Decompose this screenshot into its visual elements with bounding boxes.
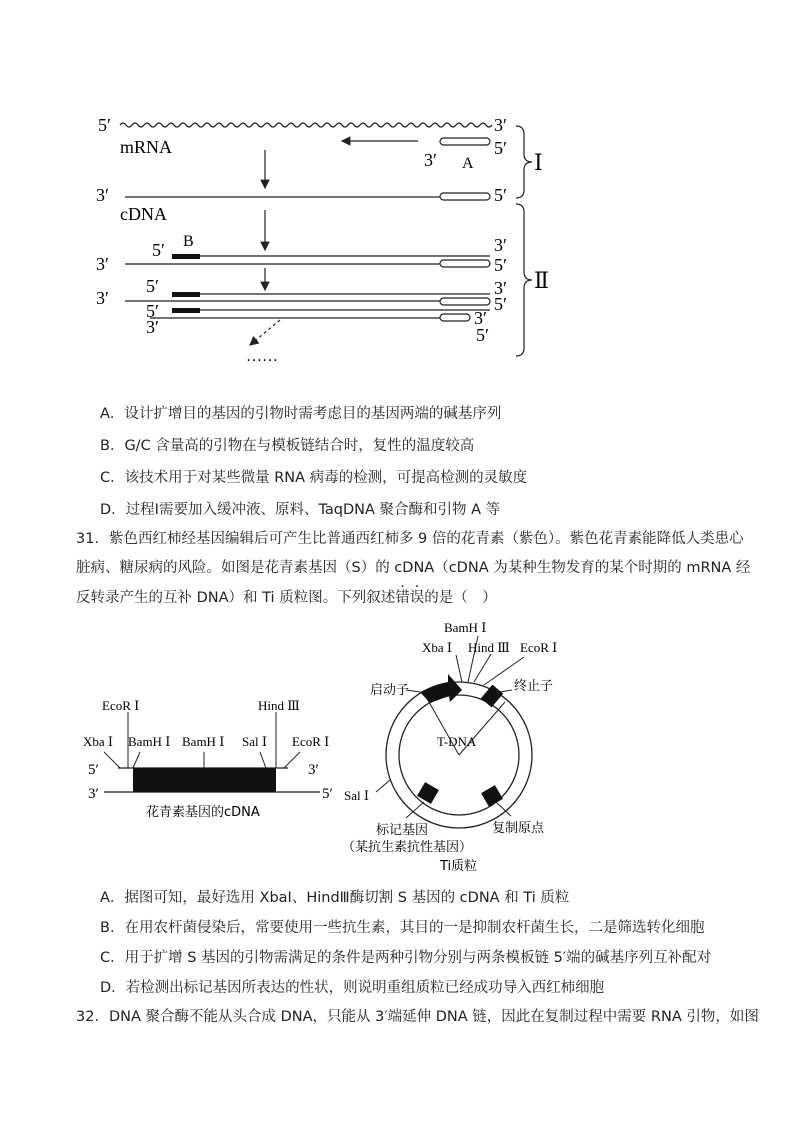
label-c3: 3′ [96,185,109,205]
label-a3: 3′ [424,150,437,170]
ori-block [481,785,503,807]
cdna-bamh1-b: BamH Ⅰ [182,734,225,749]
cdna-label-3-left: 3′ [88,786,99,802]
label-stage-1: Ⅰ [534,150,543,175]
cdna-label-5-left: 5′ [88,762,99,778]
strand-6-primer [440,314,470,321]
q31-stem-line-2: 脏病、糖尿病的风险。如图是花青素基因（S）的 cDNA（cDNA 为某种生物发育的某个时期的 mRNA 经 [76,560,751,576]
plasmid-ori-label: 复制原点 [492,821,545,836]
plasmid-xba1: Xba Ⅰ [422,640,453,655]
label-b: B [183,233,194,250]
anthocyanin-gene-block [133,768,276,792]
cdna-label-5-right: 5′ [322,786,333,802]
primer-b-2 [172,292,200,297]
cdna-label-3-right: 3′ [308,762,319,778]
label-l5b: 5′ [146,301,159,321]
label-l3b: 3′ [146,317,159,337]
cdna-and-ti-plasmid-diagram [0,610,800,880]
cdna-sal1: Sal Ⅰ [242,734,267,749]
q31-option-a: A．据图可知，最好选用 XbaⅠ、HindⅢ酶切割 S 基因的 cDNA 和 Ti 质粒 [100,890,570,906]
label-b3r: 3′ [494,235,507,255]
label-cdna: cDNA [120,204,167,224]
plasmid-promoter-label: 启动子 [370,683,410,698]
plasmid-site-hind3 [474,654,491,682]
primer-b-3 [172,308,200,313]
q30-option-d: D．过程Ⅰ需要加入缓冲液、原料、TaqDNA 聚合酶和引物 A 等 [100,502,501,518]
q31-emphasis-2: 误 [409,590,425,606]
plasmid-title: Ti质粒 [440,859,478,874]
q31-option-b: B．在用农杆菌侵染后，常要使用一些抗生素，其目的一是抑制农杆菌生长，二是筛选转化细胞 [100,920,705,936]
strand-3-primer [440,298,490,305]
label-r5b: 5′ [476,325,489,345]
label-r5a: 5′ [494,294,507,314]
q31-stem-line-3-post: 的是（ ） [424,590,497,606]
label-b3l: 3′ [96,254,109,274]
cdna-caption: 花青素基因的cDNA [146,805,260,820]
cdna-bamh1-a: BamH Ⅰ [128,734,171,749]
plasmid-marker-note: （某抗生素抗性基因） [342,840,473,855]
plasmid-ecor1: EcoR Ⅰ [520,640,558,655]
label-r3a: 3′ [494,278,507,298]
q30-option-c: C．该技术用于对某些微量 RNA 病毒的检测，可提高检测的灵敏度 [100,470,528,486]
plasmid-hind3: Hind Ⅲ [468,640,510,655]
bracket-stage-1 [516,126,532,198]
plasmid-site-sal1 [376,780,390,792]
site-xba1 [104,752,120,768]
strand-template-primer [440,260,490,267]
label-b5r: 5′ [494,255,507,275]
promoter-block [420,674,462,703]
primer-a [440,138,490,145]
plasmid-site-xba1 [456,655,462,682]
label-mrna: mRNA [120,137,173,157]
terminator-leader [500,690,512,692]
label-5-top: 5′ [98,115,111,135]
plasmid-bamh1: BamH Ⅰ [444,620,487,635]
bracket-stage-2 [516,204,532,356]
q31-stem-line-3-pre: 反转录产生的互补 DNA）和 Ti 质粒图。下列叙述 [76,590,396,606]
label-a: A [462,155,474,172]
q31-stem-line-3 [76,588,497,608]
q31-stem-line-1: 31．紫色西红柿经基因编辑后可产生比普通西红柿多 9 倍的花青素（紫色）。紫色花青素能降低人类患心 [76,531,744,547]
plasmid-terminator-label: 终止子 [514,679,554,694]
label-l3: 3′ [96,288,109,308]
dashed-arrow [250,320,280,345]
q32-stem-line-1: 32．DNA 聚合酶不能从头合成 DNA，只能从 3′端延伸 DNA 链，因此在复制过程中需要 RNA 引物，如图 [76,1009,759,1025]
label-l5a: 5′ [146,276,159,296]
primer-b [172,254,200,259]
cdna-xba1: Xba Ⅰ [83,734,114,749]
rt-pcr-diagram [0,0,800,380]
cdna-hind3: Hind Ⅲ [258,698,300,713]
label-a5: 5′ [494,138,507,158]
q31-emphasis-1: 错 [395,590,410,606]
mrna-strand [120,123,492,127]
q30-option-a: A．设计扩增目的基因的引物时需考虑目的基因两端的碱基序列 [100,406,502,422]
label-stage-2: Ⅱ [534,268,549,293]
terminator-block [481,685,503,708]
site-ecor1-right [284,752,300,768]
cdna-primer-a [440,193,490,200]
marker-leader [406,802,424,818]
label-r3b: 3′ [474,308,487,328]
q31-option-d: D．若检测出标记基因所表达的性状，则说明重组质粒已经成功导入西红柿细胞 [100,980,605,996]
plasmid-sal1: Sal Ⅰ [344,788,369,803]
cdna-ecor1-top: EcoR Ⅰ [102,698,140,713]
site-sal1 [260,752,266,768]
label-dots: …… [246,348,278,365]
plasmid-tdna-label: T-DNA [437,734,477,749]
q31-option-c: C．用于扩增 S 基因的引物需满足的条件是两种引物分别与两条模板链 5′端的碱基序列互补配对 [100,950,712,966]
label-c5: 5′ [494,185,507,205]
label-3-top: 3′ [494,115,507,135]
plasmid-marker-label: 标记基因 [376,823,429,838]
cdna-ecor1-right: EcoR Ⅰ [292,734,330,749]
q30-option-b: B．G/C 含量高的引物在与模板链结合时，复性的温度较高 [100,438,475,454]
label-b5: 5′ [152,240,165,260]
site-bamh1-a [133,752,140,768]
